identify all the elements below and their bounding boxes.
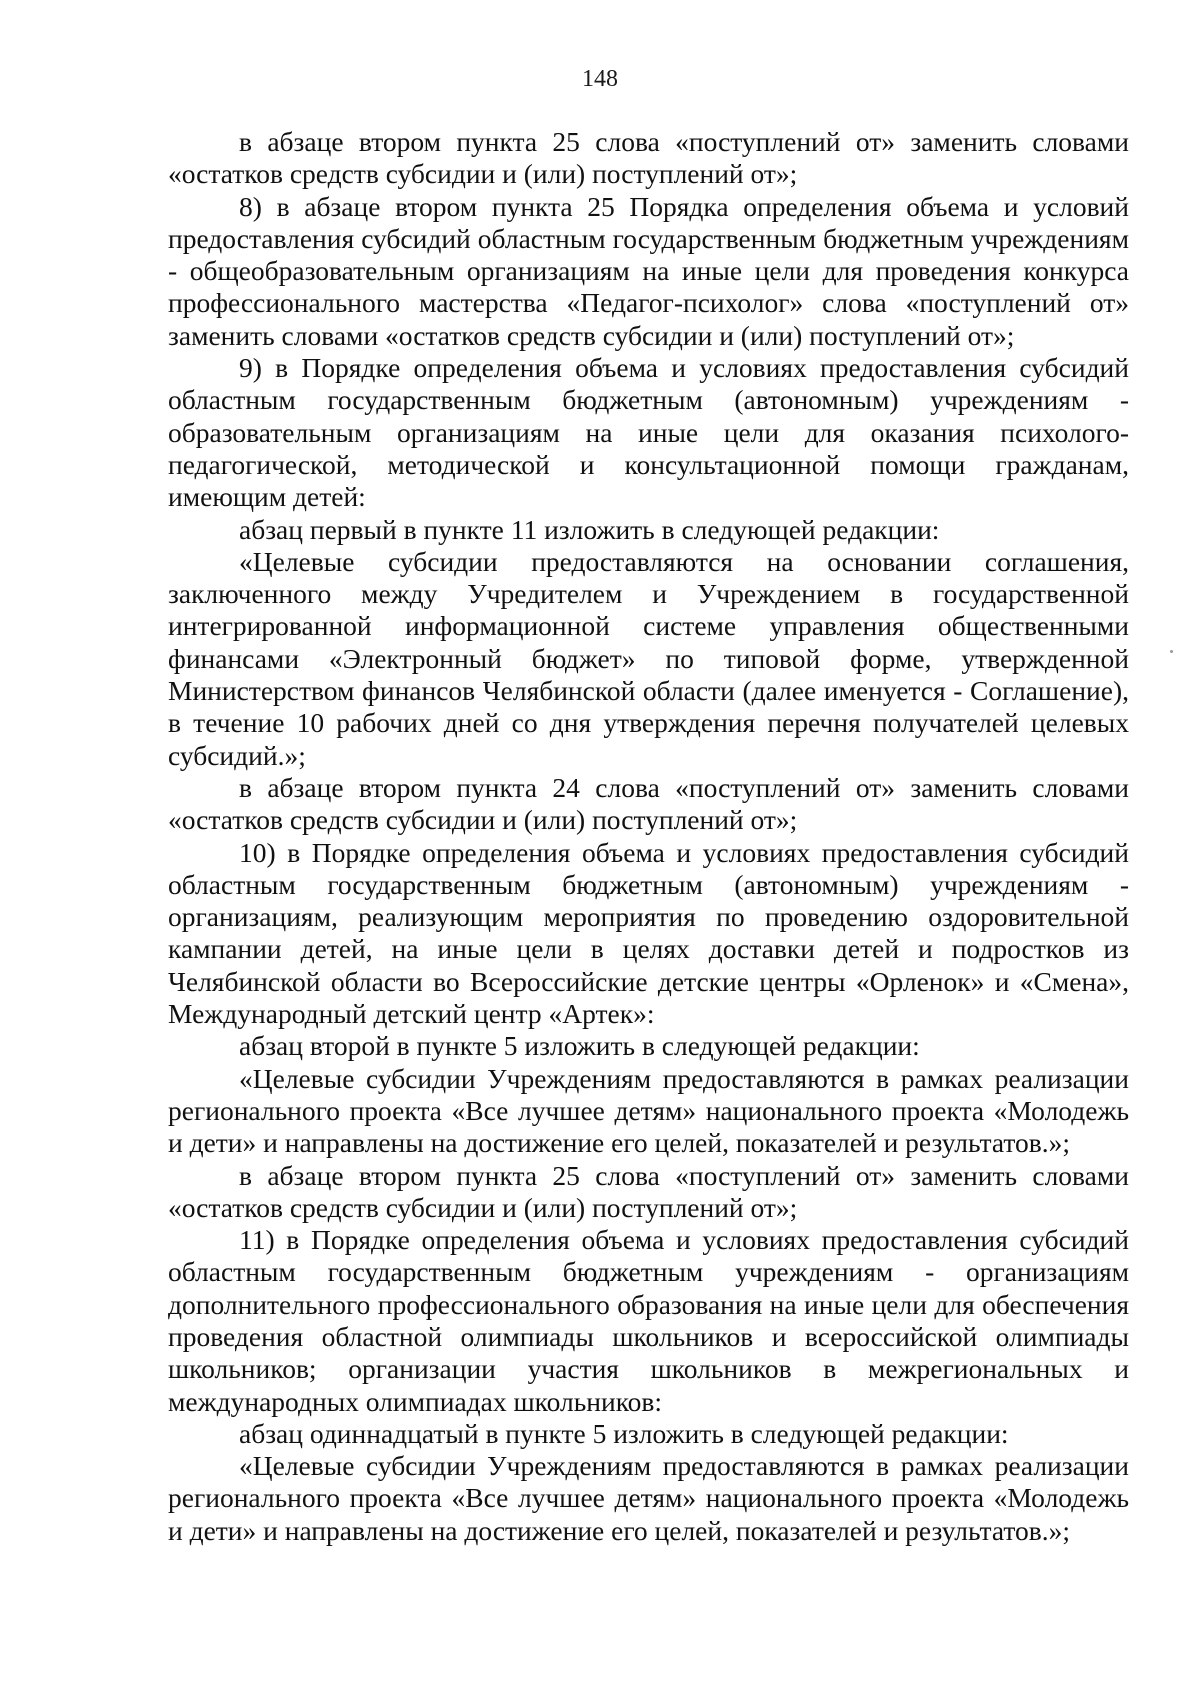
paragraph: в абзаце втором пункта 25 слова «поступлений от» заменить словами «остатков средств субсидии и (или) поступлений от»;: [168, 126, 1129, 190]
paragraph: в абзаце втором пункта 24 слова «поступлений от» заменить словами «остатков средств субсидии и (или) поступлений от»;: [168, 771, 1129, 836]
paragraph: 11) в Порядке определения объема и условиях предоставления субсидий областным государственным бюджетным учреждениям - организациям дополнительного профессионального образования на иные цели для обеспечения проведения областной олимпиады школьников и всероссийской олимпиады школьников; организации участия школьников в межрегиональных и международных олимпиадах школьников:: [168, 1224, 1129, 1417]
paragraph: абзац первый в пункте 11 изложить в следующей редакции:: [239, 513, 940, 545]
scan-speck: [1170, 650, 1173, 653]
paragraph: 9) в Порядке определения объема и условиях предоставления субсидий областным государственным бюджетным (автономным) учреждениям - образовательным организациям на иные цели для оказания психолого-педагогической, методической и консультационной помощи гражданам, имеющим детей:: [168, 352, 1129, 513]
paragraph: «Целевые субсидии предоставляются на основании соглашения, заключенного между Учредителем и Учреждением в государственной интегрированной информационной системе управления общественными финансами «Электронный бюджет» по типовой форме, утвержденной Министерством финансов Челябинской области (далее именуется - Соглашение), в течение 10 рабочих дней со дня утверждения перечня получателей целевых субсидий.»;: [168, 545, 1129, 771]
page-number: 148: [582, 66, 618, 92]
paragraph: «Целевые субсидии Учреждениям предоставляются в рамках реализации регионального проекта «Все лучшее детям» национального проекта «Молодежь и дети» и направлены на достижение его целей, показателей и результатов.»;: [168, 1062, 1129, 1159]
paragraph: абзац одиннадцатый в пункте 5 изложить в следующей редакции:: [239, 1417, 1009, 1449]
paragraph: 8) в абзаце втором пункта 25 Порядка определения объема и условий предоставления субсидий областным государственным бюджетным учреждениям - общеобразовательным организациям на иные цели для проведения конкурса профессионального мастерства «Педагог-психолог» слова «поступлений от» заменить словами «остатков средств субсидии и (или) поступлений от»;: [168, 190, 1129, 351]
paragraph: «Целевые субсидии Учреждениям предоставляются в рамках реализации регионального проекта «Все лучшее детям» национального проекта «Молодежь и дети» и направлены на достижение его целей, показателей и результатов.»;: [168, 1450, 1129, 1546]
paragraph: 10) в Порядке определения объема и условиях предоставления субсидий областным государственным бюджетным (автономным) учреждениям - организациям, реализующим мероприятия по проведению оздоровительной кампании детей, на иные цели в целях доставки детей и подростков из Челябинской области во Всероссийские детские центры «Орленок» и «Смена», Международный детский центр «Артек»:: [168, 836, 1129, 1030]
document-body: [168, 126, 1129, 1547]
paragraph: абзац второй в пункте 5 изложить в следующей редакции:: [239, 1030, 920, 1062]
paragraph: в абзаце втором пункта 25 слова «поступлений от» заменить словами «остатков средств субсидии и (или) поступлений от»;: [168, 1159, 1129, 1223]
